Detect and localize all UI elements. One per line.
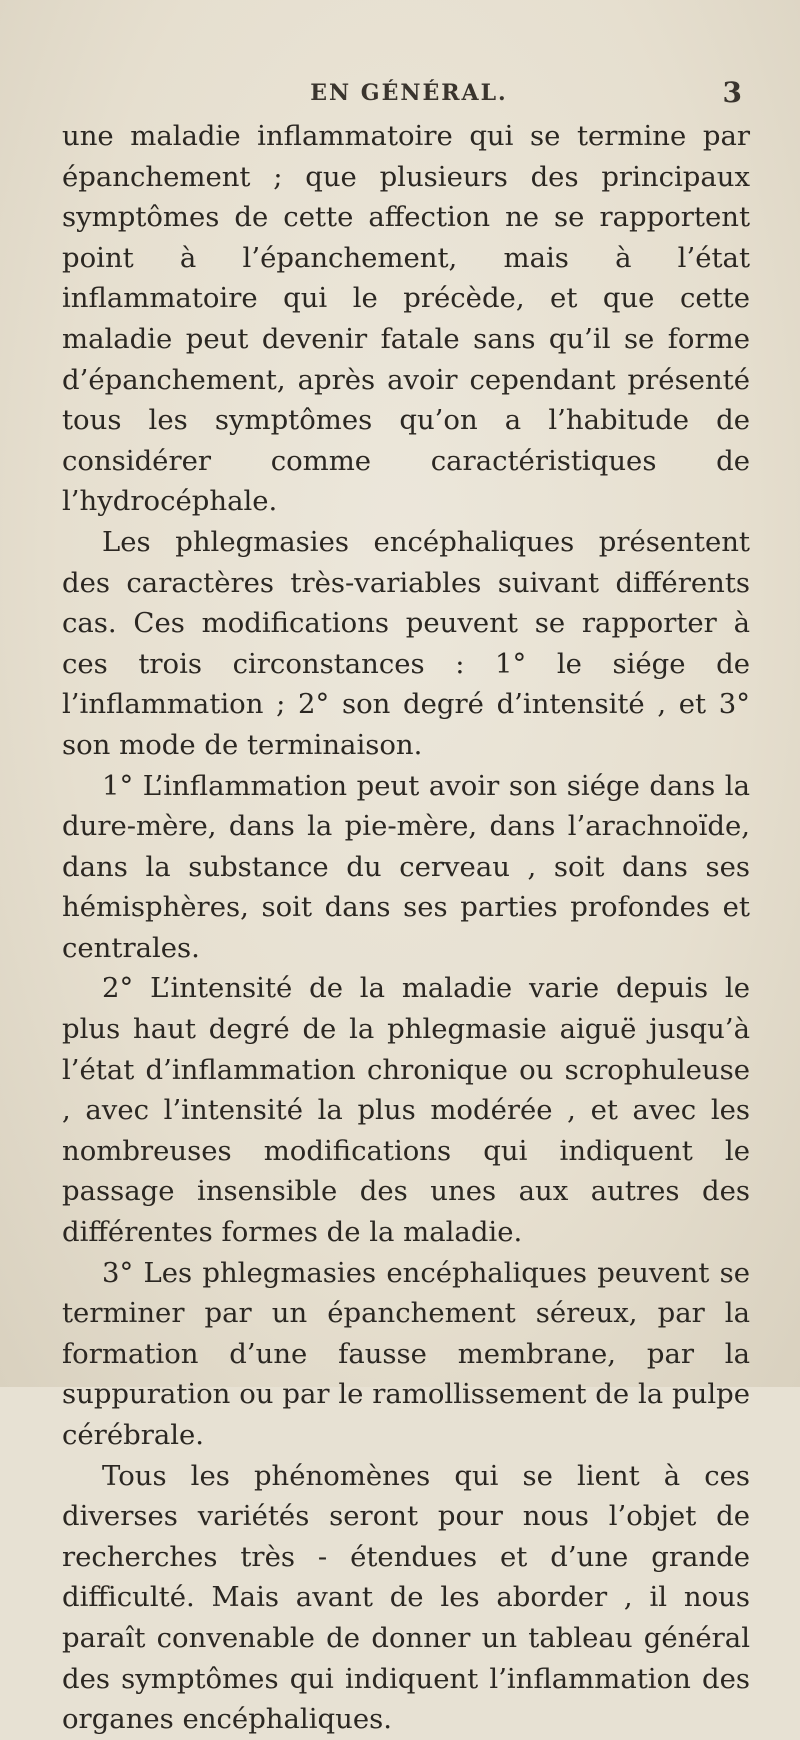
page-number: 3 — [722, 76, 742, 109]
running-title: EN GÉNÉRAL. — [310, 80, 508, 106]
body-text — [62, 116, 750, 1740]
running-head — [62, 76, 756, 112]
paragraph: une maladie inflammatoire qui se termine par épanchement ; que plusieurs des principaux symptômes de cette affection ne se rapportent point à l’épanchement, mais à l’état inflammatoire qui le précède, et que cette maladie peut devenir fatale sans qu’il se forme d’épanchement, après avoir cependant présenté tous les symptômes qu’on a l’habitude de considérer comme caractéristiques de l’hydrocéphale. — [62, 120, 750, 518]
paragraph: 2° L’intensité de la maladie varie depuis le plus haut degré de la phlegmasie aiguë jusqu’à l’état d’inflammation chronique ou scrophuleuse , avec l’intensité la plus modérée , et avec les nombreuses modifications qui indiquent le passage insensible des unes aux autres des différentes formes de la maladie. — [62, 972, 750, 1249]
paragraph: 1° L’inflammation peut avoir son siége dans la dure-mère, dans la pie-mère, dans l’arachnoïde, dans la substance du cerveau , soit dans ses hémisphères, soit dans ses parties profondes et centrales. — [62, 769, 750, 964]
paragraph: Tous les phénomènes qui se lient à ces diverses variétés seront pour nous l’objet de recherches très - étendues et d’une grande difficulté. Mais avant de les aborder , il nous paraît convenable de donner un tableau général des symptômes qui indiquent l’inflammation des organes encéphaliques. — [62, 1459, 750, 1736]
paragraph: 3° Les phlegmasies encéphaliques peuvent se terminer par un épanchement séreux, par la formation d’une fausse membrane, par la suppuration ou par le ramollissement de la pulpe cérébrale. — [62, 1256, 750, 1451]
paragraph: Les phlegmasies encéphaliques présentent des caractères très-variables suivant différents cas. Ces modifications peuvent se rapporter à ces trois circonstances : 1° le siége de l’inflammation ; 2° son degré d’intensité , et 3° son mode de terminaison. — [62, 525, 750, 761]
